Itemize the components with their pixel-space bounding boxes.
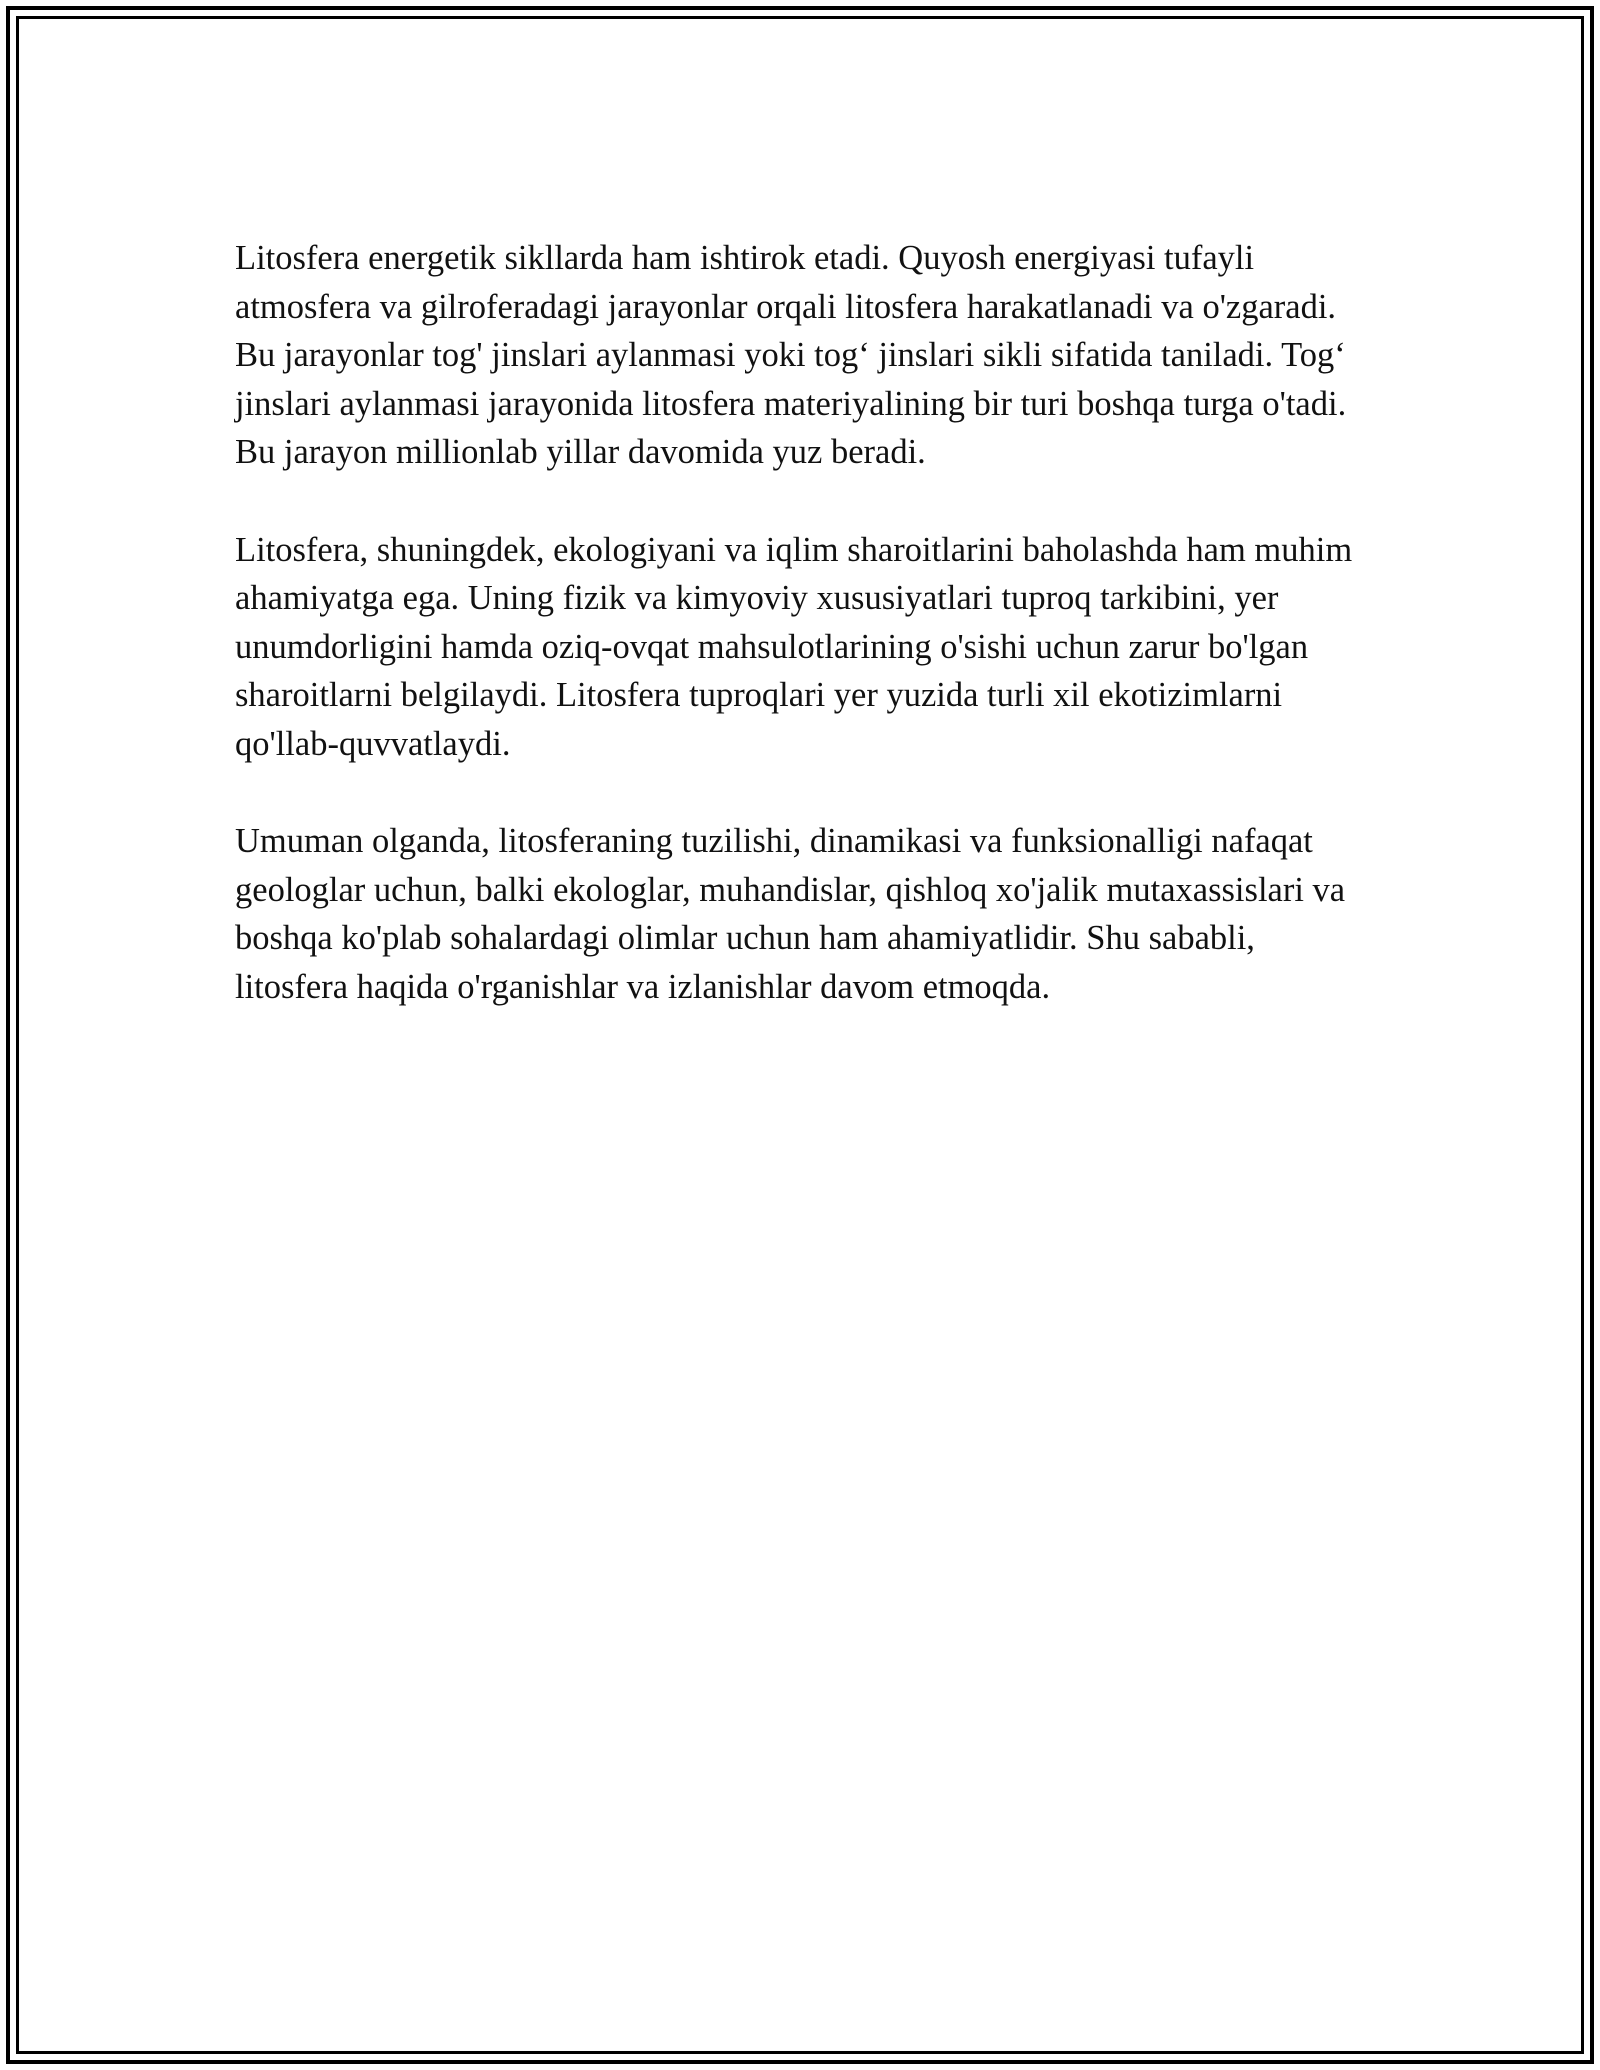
paragraph-2: Litosfera, shuningdek, ekologiyani va iqlim sharoitlarini baholashda ham muhim ahamiyatga ega. Uning fizik va kimyoviy xususiyatlari tuproq tarkibini, yer unumdorligini hamda oziq-ovqat mahsulotlarining o'sishi uchun zarur bo'lgan sharoitlarni belgilaydi. Litosfera tuproqlari yer yuzida turli xil ekotizimlarni qo'llab-quvvatlaydi. xyxy=(235,530,1353,763)
paragraph-3: Umuman olganda, litosferaning tuzilishi, dinamikasi va funksionalligi nafaqat geologlar uchun, balki ekologlar, muhandislar, qishloq xo'jalik mutaxassislari va boshqa ko'plab sohalardagi olimlar uchun ham ahamiyatlidir. Shu sababli, litosfera haqida o'rganishlar va izlanishlar davom etmoqda. xyxy=(235,822,1346,1006)
paragraph-1: Litosfera energetik sikllarda ham ishtirok etadi. Quyosh energiyasi tufayli atmosfera va gilroferadagi jarayonlar orqali litosfera harakatlanadi va o'zgaradi. Bu jarayonlar tog' jinslari aylanmasi yoki tog‘ jinslari sikli sifatida taniladi. Tog‘ jinslari aylanmasi jarayonida litosfera materiyalining bir turi boshqa turga o'tadi. Bu jarayon millionlab yillar davomida yuz beradi. xyxy=(235,239,1347,472)
document-body xyxy=(235,234,1375,1060)
